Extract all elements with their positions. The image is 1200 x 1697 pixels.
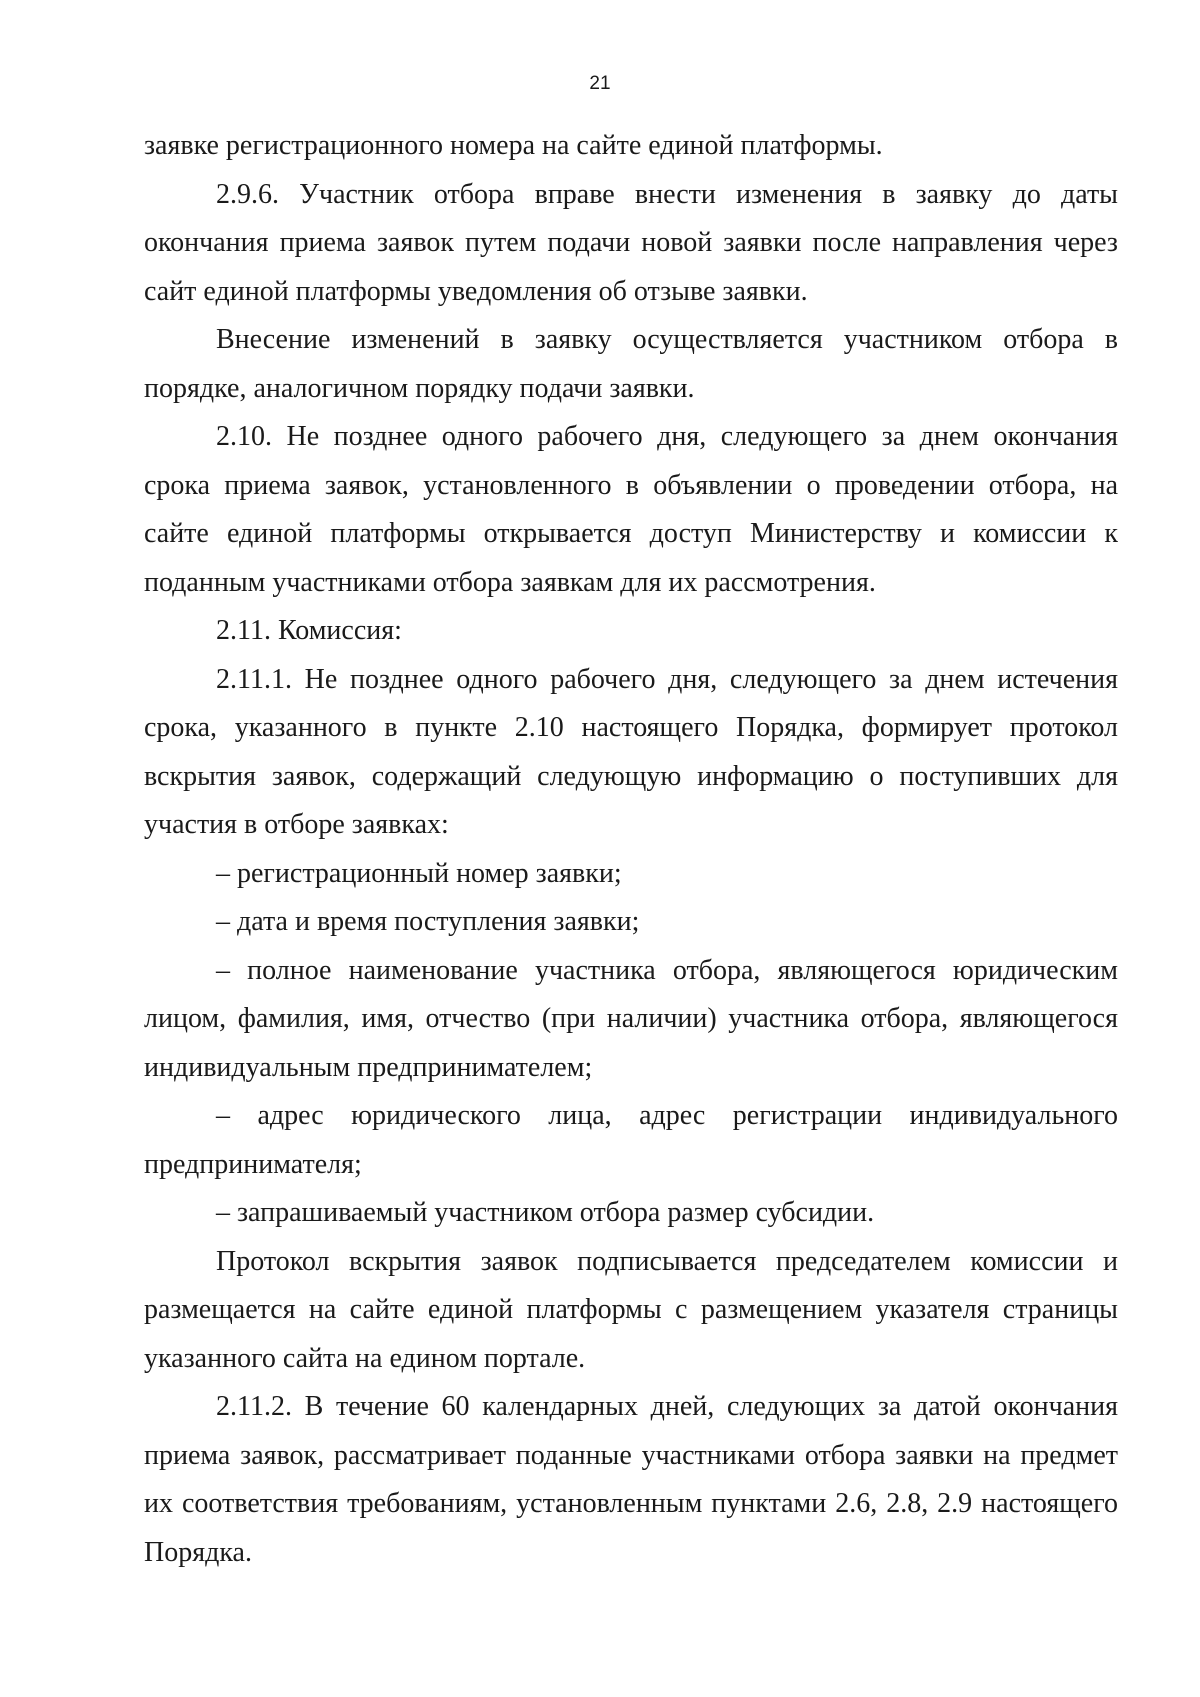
paragraph-2-9-6: 2.9.6. Участник отбора вправе внести изменения в заявку до даты окончания приема заявок путем подачи новой заявки после направления через сайт единой платформы уведомления об отзыве заявки. <box>144 178 1118 307</box>
list-item-subsidy-amount: – запрашиваемый участником отбора размер субсидии. <box>216 1197 875 1228</box>
paragraph-2-10: 2.10. Не позднее одного рабочего дня, следующего за днем окончания срока приема заявок, установленного в объявлении о проведении отбора, на сайте единой платформы открывается доступ Министерству и комиссии к поданным участниками отбора заявкам для их рассмотрения. <box>144 421 1118 598</box>
paragraph-continuation: заявке регистрационного номера на сайте единой платформы. <box>144 130 883 161</box>
list-item-address: – адрес юридического лица, адрес регистрации индивидуального предпринимателя; <box>144 1100 1118 1180</box>
paragraph-2-11-2: 2.11.2. В течение 60 календарных дней, следующих за датой окончания приема заявок, рассматривает поданные участниками отбора заявки на предмет их соответствия требованиям, установленным пунктами 2.6, 2.8, 2.9 настоящего Порядка. <box>144 1391 1118 1568</box>
page-number: 21 <box>589 73 611 94</box>
list-item-registration-number: – регистрационный номер заявки; <box>216 857 622 889</box>
paragraph-2-11-1: 2.11.1. Не позднее одного рабочего дня, следующего за днем истечения срока, указанного в пункте 2.10 настоящего Порядка, формирует протокол вскрытия заявок, содержащий следующую информацию о поступивших для участия в отборе заявках: <box>144 663 1118 840</box>
list-item-full-name: – полное наименование участника отбора, являющегося юридическим лицом, фамилия, имя, отчество (при наличии) участника отбора, являющегося индивидуальным предпринимателем; <box>144 954 1118 1083</box>
paragraph-changes-procedure: Внесение изменений в заявку осуществляется участником отбора в порядке, аналогичном порядку подачи заявки. <box>144 324 1118 404</box>
list-item-date-time: – дата и время поступления заявки; <box>216 906 640 937</box>
document-body <box>144 122 1118 1577</box>
paragraph-protocol: Протокол вскрытия заявок подписывается председателем комиссии и размещается на сайте единой платформы с размещением указателя страницы указанного сайта на едином портале. <box>144 1245 1118 1374</box>
paragraph-2-11: 2.11. Комиссия: <box>216 615 402 646</box>
